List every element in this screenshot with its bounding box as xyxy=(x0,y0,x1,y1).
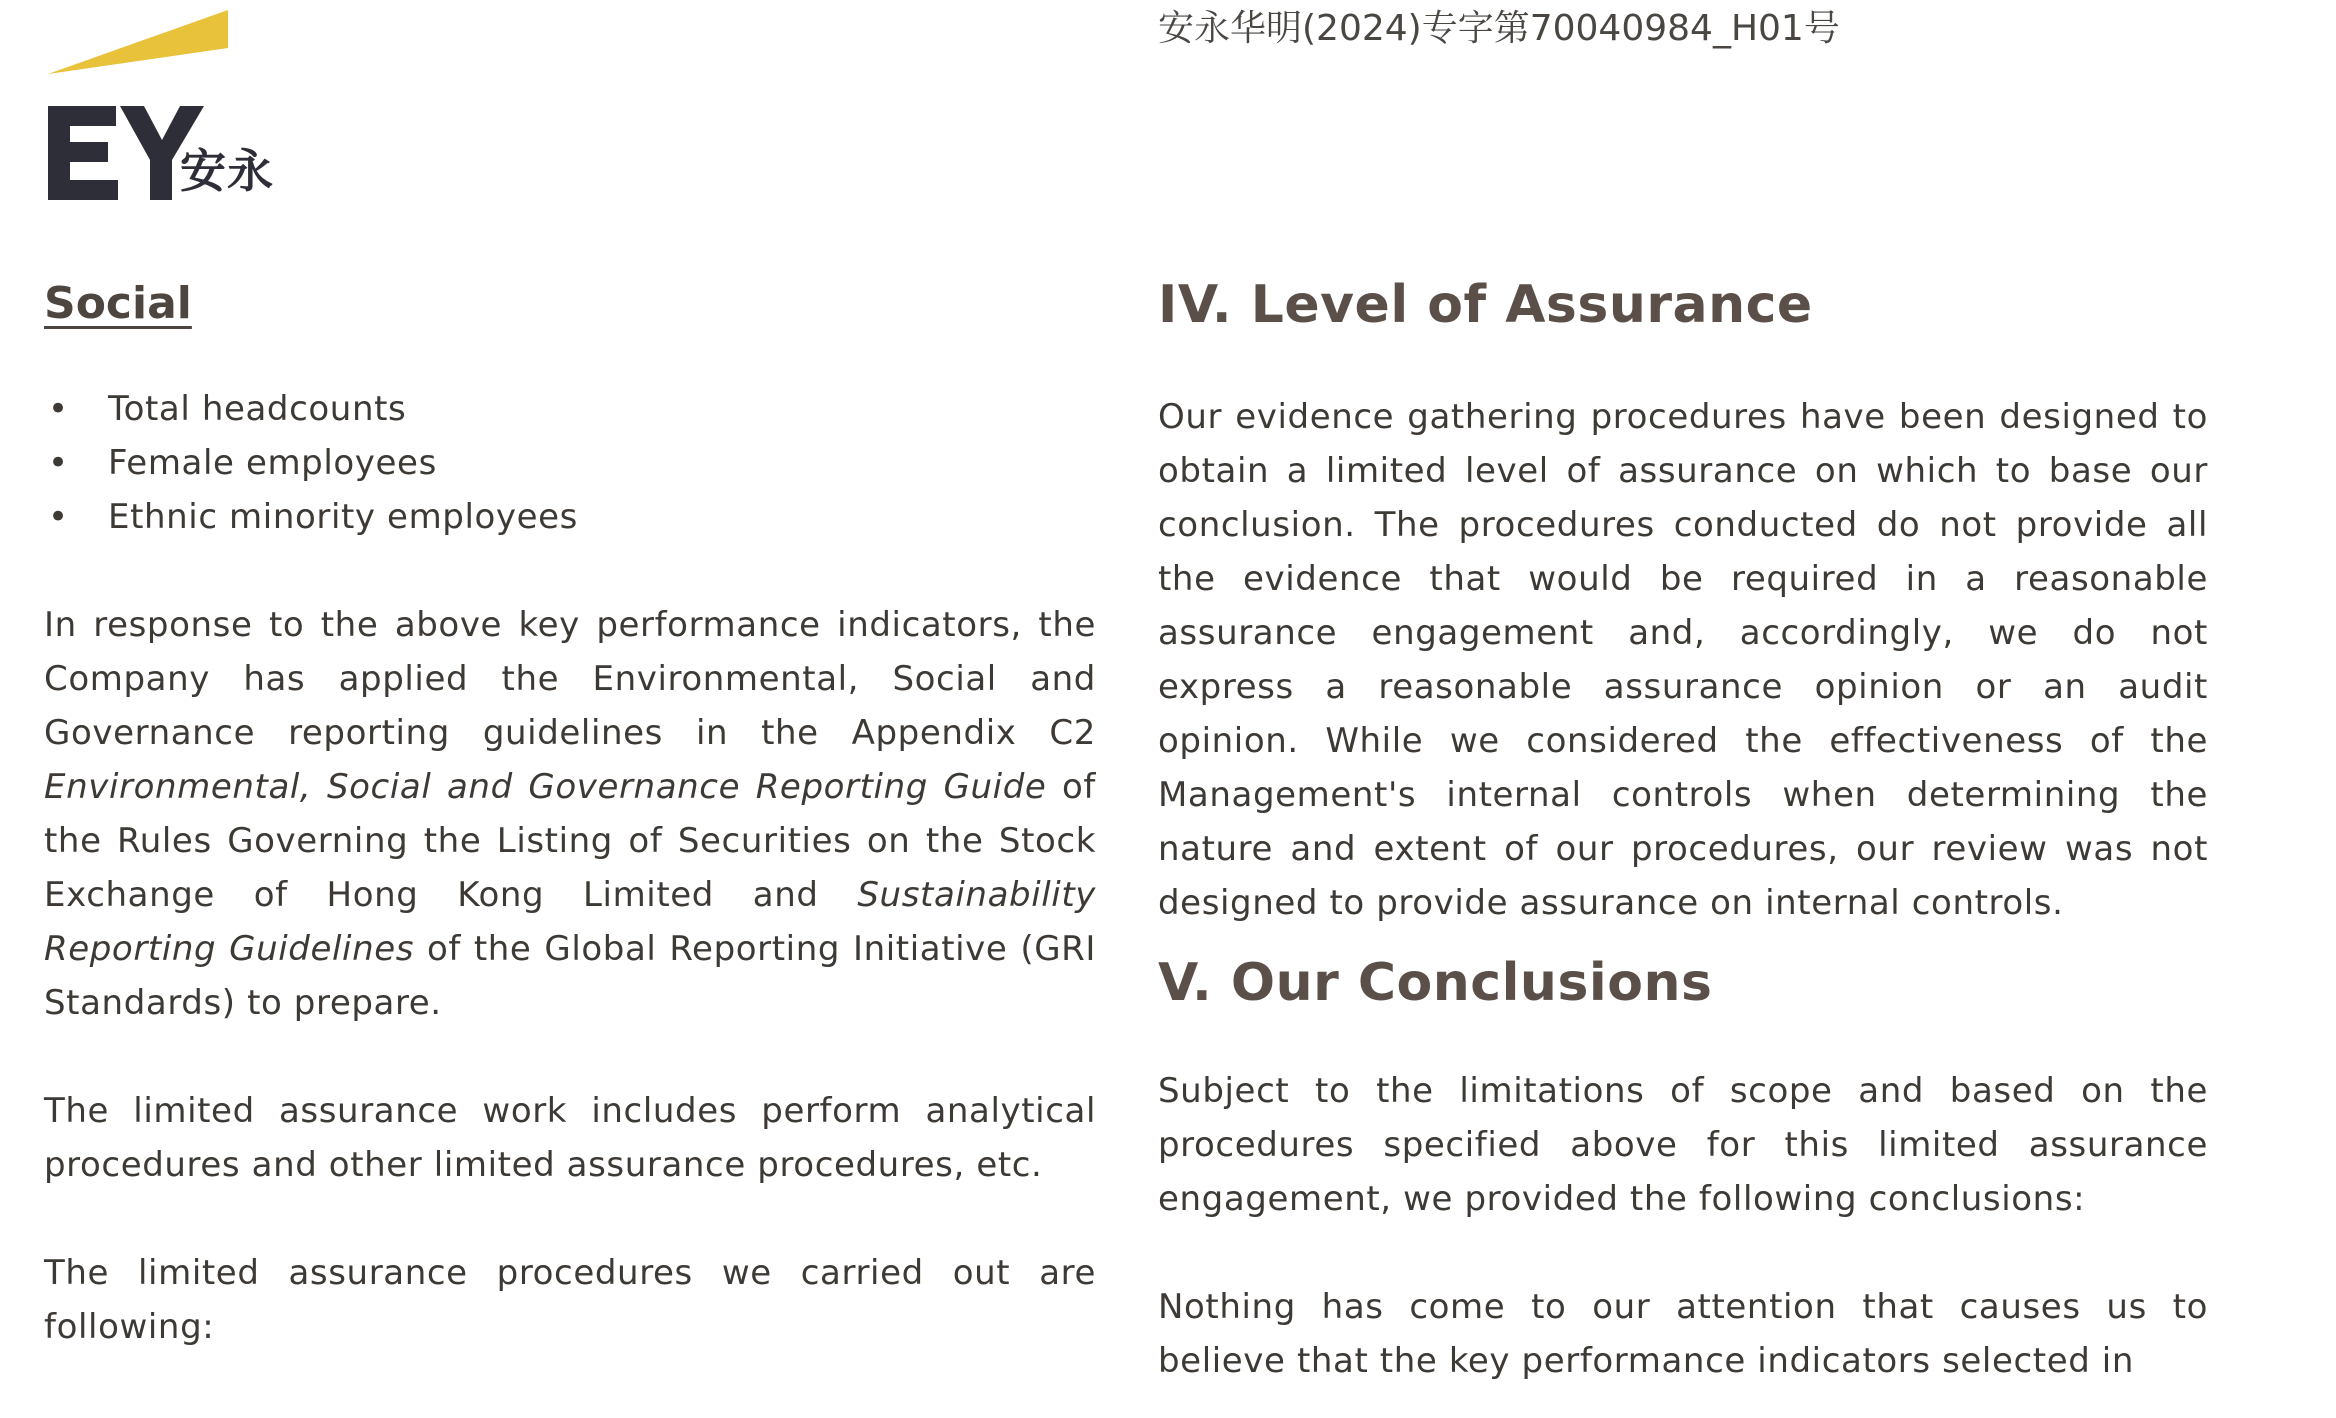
list-item xyxy=(44,490,1096,544)
paragraph-procedures-intro: The limited assurance procedures we carried out are following: xyxy=(44,1253,1096,1347)
text-run: of the Rules Governing the Listing of Securities on the Stock Exchange of Hong Kong Limited and xyxy=(44,767,1096,915)
gri-title-italic: Sustainability Reporting Guidelines xyxy=(44,875,1096,969)
text-run: In response to the above key performance indicators, the Company has applied the Environmental, Social and Governance reporting guidelines in the Appendix C2 xyxy=(44,605,1096,753)
reference-number: 安永华明(2024)专字第70040984_H01号 xyxy=(1158,8,1840,49)
text-run: of the Global Reporting Initiative (GRI Standards) to prepare. xyxy=(44,929,1096,1023)
guide-title-italic: Environmental, Social and Governance Reporting Guide xyxy=(44,767,1047,807)
bullet-icon: • xyxy=(48,497,69,537)
list-item xyxy=(44,436,1096,490)
ey-logo xyxy=(44,8,294,208)
right-column xyxy=(1158,272,2208,1388)
paragraph-conclusions-intro: Subject to the limitations of scope and based on the procedures specified above for this limited assurance engagement, we provided the following conclusions: xyxy=(1158,1071,2208,1219)
paragraph-assurance-work: The limited assurance work includes perform analytical procedures and other limited assurance procedures, etc. xyxy=(44,1091,1096,1185)
ey-logo-chinese: 安永 xyxy=(180,144,274,198)
list-item-text: Total headcounts xyxy=(108,389,407,429)
list-item-text: Female employees xyxy=(108,443,437,483)
section-title-social: Social xyxy=(44,278,192,329)
list-item-text: Ethnic minority employees xyxy=(108,497,578,537)
paragraph-reporting-guidelines xyxy=(44,598,1096,1030)
bullet-icon: • xyxy=(48,443,69,483)
paragraph-level-of-assurance: Our evidence gathering procedures have been designed to obtain a limited level of assurance on which to base our conclusion. The procedures conducted do not provide all the evidence that would be required in a reasonable assurance engagement and, accordingly, we do not express a reasonable assurance opinion or an audit opinion. While we considered the effectiveness of the Management's internal controls when determining the nature and extent of our procedures, our review was not designed to provide assurance on internal controls. xyxy=(1158,397,2208,923)
social-kpi-list xyxy=(44,382,1096,544)
heading-our-conclusions: V. Our Conclusions xyxy=(1158,953,1713,1013)
left-column xyxy=(44,272,1096,1354)
ey-beam-icon xyxy=(48,10,228,74)
list-item xyxy=(44,382,1096,436)
bullet-icon: • xyxy=(48,389,69,429)
heading-level-of-assurance: IV. Level of Assurance xyxy=(1158,275,1813,335)
paragraph-conclusion-statement: Nothing has come to our attention that causes us to believe that the key performance indicators selected in xyxy=(1158,1287,2208,1381)
